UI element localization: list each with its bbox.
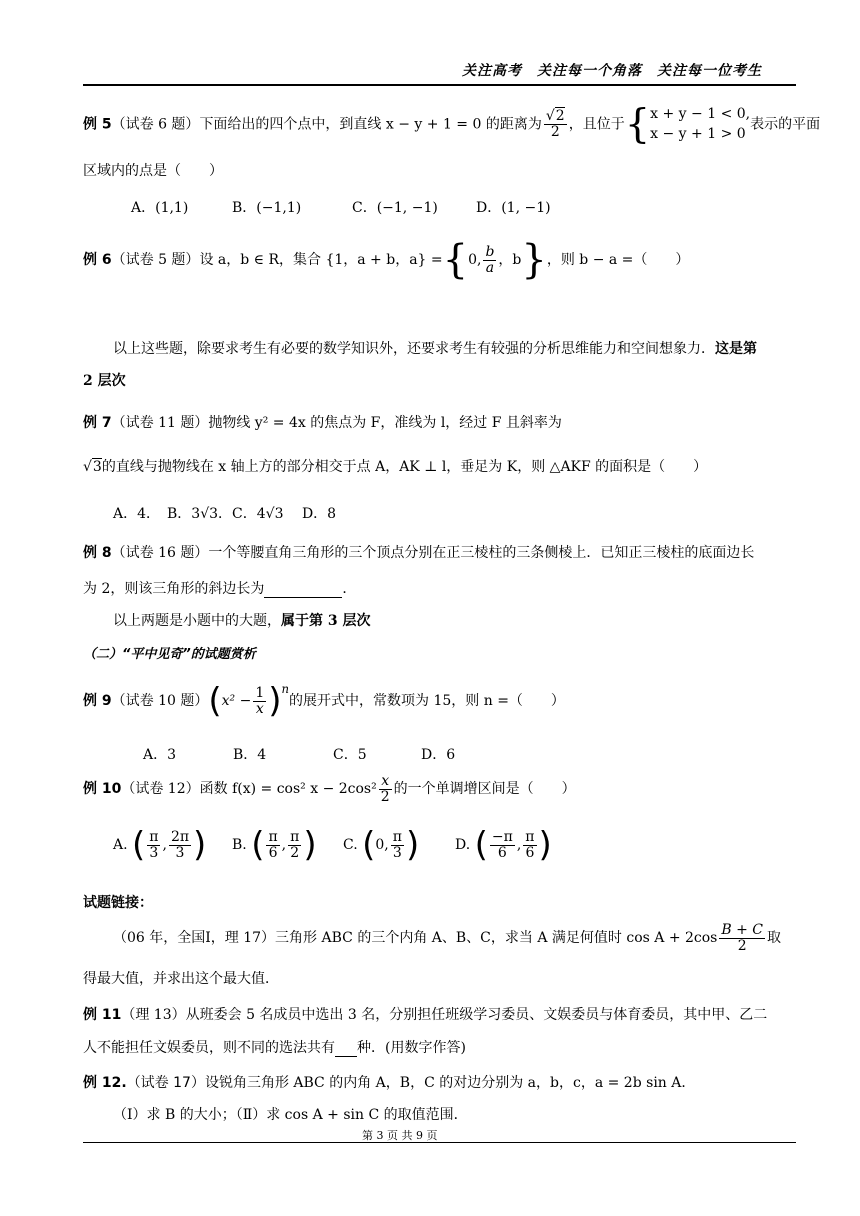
link-text-a: （06 年，全国Ⅰ，理 17）三角形 ABC 的三个内角 A、B、C，求当 A 满足何值时 cos A + 2cos [113,930,718,947]
example-6-right-brace: } [521,237,547,283]
example-6-text-b: ，则 b − a =（ ） [546,252,690,268]
example-5-option-b: B．(−1,1) [232,200,302,216]
example-10-option-b: B. ( $\frac{\pi}{6}$ , $\frac{\pi}{2}$ ) [232,825,317,865]
example-8-label: 例 8 [83,545,112,561]
example-8-line2-wrap [83,578,356,598]
example-8-line2: 为 2，则该三角形的斜边长为 [83,581,265,597]
example-6-fraction: $\frac{b}{a}$ [485,243,495,276]
link-title: 试题链接： [83,895,153,911]
header-slogan: 关注高考 关注每一个角落 关注每一位考生 [462,63,762,79]
example-8-line1: 一个等腰直角三角形的三个顶点分别在正三棱柱的三条侧棱上．已知正三棱柱的底面边长 [208,545,755,561]
example-11-line1: 从班委会 5 名成员中选出 3 名，分别担任班级学习委员、文娱委员与体育委员，其中甲、乙二 [185,1007,768,1023]
example-12-label: 例 12. [83,1075,127,1091]
example-5-system: x + y − 1 < 0, x − y + 1 > 0 [650,106,751,143]
level-3-bold: 属于第 3 层次 [281,613,371,629]
example-11-label: 例 11 [83,1007,122,1023]
example-10-text-b: 的一个单调增区间是（ ） [393,781,576,798]
example-11-source: （理 13） [121,1007,186,1023]
example-8-tail: ． [342,581,357,597]
example-7-line2: 的直线与抛物线在 x 轴上方的部分相交于点 A，AK ⊥ l，垂足为 K，则 △AKF 的面积是（ ） [101,459,708,475]
example-7 [83,412,562,432]
example-6-set-a: 0, [468,252,482,268]
example-9-expr: x² − [221,693,252,709]
section-heading: （二）“平中见奇”的试题赏析 [83,647,256,662]
example-9-text: 的展开式中，常数项为 15，则 n =（ ） [289,693,565,709]
example-10-fraction: $\frac{x}{2}$ [380,773,390,805]
example-6-text-a: 设 a，b ∈ R，集合 {1，a + b，a} = [199,252,443,268]
example-9-fraction: $\frac{1}{x}$ [255,684,265,717]
page-number: 第 3 页 共 9 页 [362,1129,438,1142]
example-10-option-a: A. ( $\frac{\pi}{3}$ , $\frac{2\pi}{3}$ ) [113,825,207,865]
example-9-option-a: A．3 [143,747,177,763]
example-9 [83,681,565,721]
level-2-line2: 2 层次 [83,373,126,389]
example-5-option-c: C．(−1, −1) [352,200,438,216]
example-7-line1: 抛物线 y² = 4x 的焦点为 F，准线为 l，经过 F 且斜率为 [208,415,562,431]
example-12-line1: 设锐角三角形 ABC 的内角 A，B，C 的对边分别为 a，b，c，a = 2b sin A． [204,1075,696,1091]
example-11-line2b: 种．(用数字作答) [357,1040,466,1056]
example-9-exponent: n [281,682,290,697]
example-8 [83,542,754,562]
level-3-text: 以上两题是小题中的大题， [113,613,281,629]
example-9-source: （试卷 10 题） [111,693,209,709]
example-11-line2 [83,1037,466,1057]
example-9-option-c: C．5 [333,747,367,763]
example-5-option-a: A．(1,1) [131,200,189,216]
level-3-paragraph [113,610,371,630]
example-11 [83,1004,767,1024]
example-10 [83,774,576,804]
footer-rule [83,1142,796,1143]
example-5-source: （试卷 6 题） [111,116,200,133]
example-7-label: 例 7 [83,415,112,431]
example-6-source: （试卷 5 题） [111,252,200,268]
example-5-text-c: 表示的平面 [750,116,821,133]
example-5-system-brace: { [624,101,651,148]
example-6 [83,237,690,283]
example-10-source: （试卷 12） [121,781,200,798]
link-line2: 得最大值，并求出这个最大值． [83,971,279,987]
example-7-options: A．4． B．3√3．C．4√3 D．8 [113,506,337,522]
example-6-left-brace: { [442,237,469,283]
example-12-source: （试卷 17） [126,1075,205,1091]
link-fraction: $\frac{B + C}{2}$ [721,922,763,954]
example-12-line2: （Ⅰ）求 B 的大小；（Ⅱ）求 cos A + sin C 的取值范围． [113,1107,468,1123]
example-9-option-b: B．4 [233,747,267,763]
example-11-answer-blank[interactable] [335,1040,357,1057]
example-5-text-b: ，且位于 [568,116,625,133]
example-11-line2a: 人不能担任文娱委员，则不同的选法共有 [83,1040,335,1056]
link-text-b: 取 [767,930,781,947]
example-5 [83,101,821,148]
example-5-label: 例 5 [83,116,112,133]
example-6-label: 例 6 [83,252,112,268]
example-8-answer-blank[interactable] [264,581,342,598]
example-10-option-d: D. ( $\frac{-\pi}{6}$ , $\frac{\pi}{6}$ ) [455,825,552,865]
example-7-line2-wrap [83,456,707,476]
level-2-bold: 这是第 [715,341,757,357]
example-7-source: （试卷 11 题） [111,415,209,431]
example-5-text-a: 下面给出的四个点中，到直线 x − y + 1 = 0 的距离为 [199,116,542,133]
example-9-option-d: D．6 [421,747,456,763]
example-10-text-a: 函数 f(x) = cos² x − 2cos² [199,781,377,798]
example-9-rparen: ) [268,681,282,721]
example-6-set-b: ，b [498,252,522,268]
example-5-line2: 区域内的点是（ ） [83,163,223,179]
header-rule [83,84,796,86]
example-7-sqrt: √3 [83,459,102,475]
level-2-paragraph [113,338,757,358]
example-10-label: 例 10 [83,781,122,798]
example-5-option-d: D．(1, −1) [476,200,551,216]
example-5-fraction: $\frac{√2}{2}$ [545,108,565,140]
example-10-option-c: C. (0, $\frac{\pi}{3}$ ) [343,825,420,865]
example-12 [83,1072,695,1092]
link-line1 [113,923,781,953]
level-2-text: 以上这些题，除要求考生有必要的数学知识外，还要求考生有较强的分析思维能力和空间想象力． [113,341,715,357]
example-9-lparen: ( [208,681,222,721]
example-9-label: 例 9 [83,693,112,709]
example-8-source: （试卷 16 题） [111,545,209,561]
